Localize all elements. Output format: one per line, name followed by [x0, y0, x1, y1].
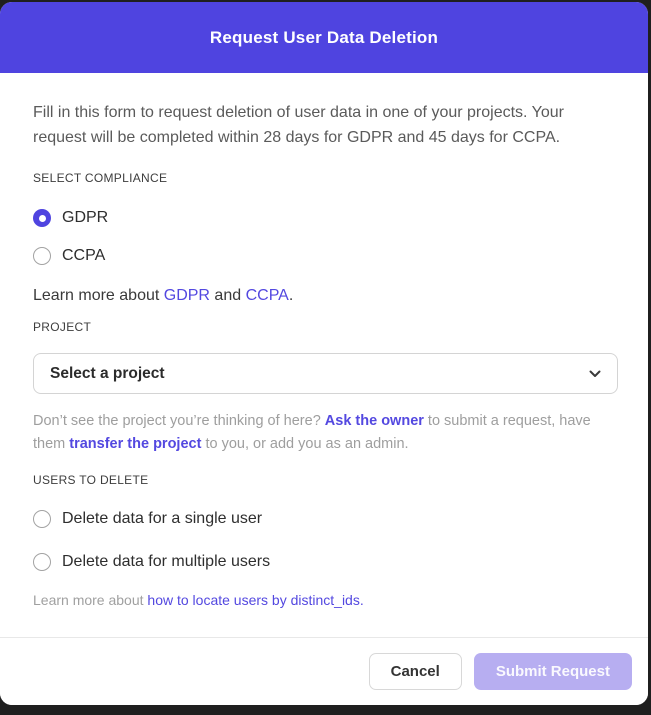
ccpa-link[interactable]: CCPA	[245, 287, 289, 304]
distinct-prefix: Learn more about	[33, 592, 148, 608]
chevron-down-icon	[589, 370, 601, 378]
users-to-delete-label: USERS TO DELETE	[33, 473, 149, 487]
compliance-learn-more	[33, 287, 618, 305]
gdpr-radio-icon[interactable]	[33, 209, 51, 227]
gdpr-radio-label: GDPR	[62, 209, 109, 226]
ccpa-radio-label: CCPA	[62, 247, 106, 264]
select-compliance-label: SELECT COMPLIANCE	[33, 171, 168, 185]
gdpr-link[interactable]: GDPR	[163, 287, 210, 304]
distinct-ids-learn-more	[33, 592, 618, 608]
modal-body	[0, 73, 648, 637]
help-part3: to you, or add you as an admin.	[201, 436, 409, 452]
help-part1: Don’t see the project you’re thinking of here?	[33, 413, 325, 429]
single-user-radio-option[interactable]	[33, 509, 618, 529]
project-help-text	[33, 410, 603, 456]
multiple-users-radio-option[interactable]	[33, 552, 618, 572]
project-select[interactable]	[33, 353, 618, 394]
request-user-data-deletion-modal	[0, 2, 648, 705]
project-select-value: Select a project	[50, 364, 165, 382]
learn-more-middle: and	[209, 287, 246, 304]
ccpa-radio-icon[interactable]	[33, 247, 51, 265]
modal-title: Request User Data Deletion	[209, 27, 439, 47]
modal-footer	[0, 637, 648, 705]
submit-request-button[interactable]: Submit Request	[474, 653, 632, 690]
multiple-users-radio-icon[interactable]	[33, 553, 51, 571]
single-user-radio-icon[interactable]	[33, 510, 51, 528]
transfer-the-project-link[interactable]: transfer the project	[69, 436, 202, 452]
intro-text: Fill in this form to request deletion of user data in one of your projects. Your request will be completed within 28 days for GDPR and 45 days for CCPA.	[33, 104, 564, 146]
gdpr-radio-option[interactable]	[33, 208, 618, 228]
cancel-button[interactable]: Cancel	[369, 653, 462, 690]
learn-more-prefix: Learn more about	[33, 287, 164, 304]
project-label: PROJECT	[33, 320, 92, 334]
distinct-ids-link[interactable]: how to locate users by distinct_ids.	[147, 592, 364, 608]
learn-more-suffix: .	[288, 287, 294, 304]
modal-header	[0, 2, 648, 73]
ask-the-owner-link[interactable]: Ask the owner	[324, 413, 424, 429]
multiple-users-radio-label: Delete data for multiple users	[62, 553, 271, 570]
single-user-radio-label: Delete data for a single user	[62, 510, 263, 527]
ccpa-radio-option[interactable]	[33, 246, 618, 266]
help-part2: to submit a request, have them	[33, 413, 591, 452]
